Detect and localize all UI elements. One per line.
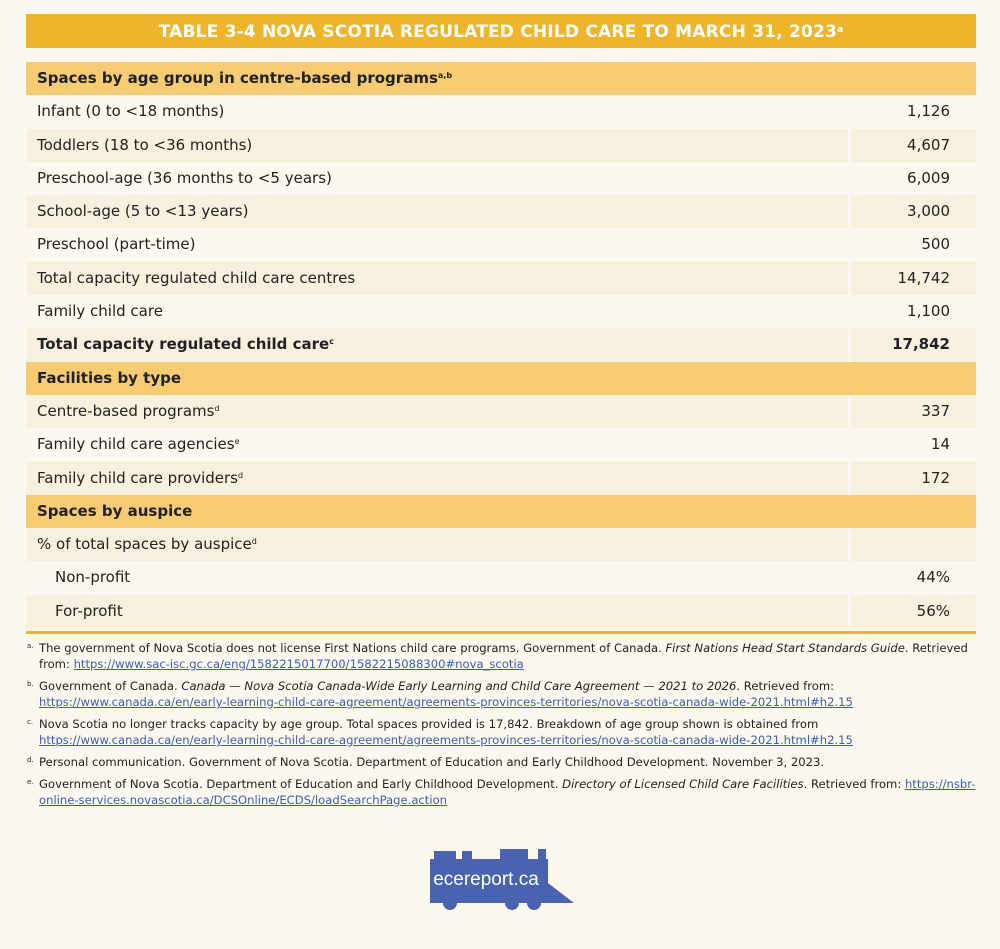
footnote-e: e. Government of Nova Scotia. Department of Education and Early Childhood Development. Directory of Licensed Child Care Facilities. Retrieved from: https://nsbr-online-services.novascotia.ca/DCSOnline/ECDS/loadSearchPage.action [27,777,976,807]
table-row: Total capacity regulated child care centres 14,742 [26,262,976,295]
footnote-b-link[interactable]: https://www.canada.ca/en/early-learning-child-care-agreement/agreements-provinces-territories/nova-scotia-canada-wide-2021.html#h2.15 [39,695,853,709]
section-facilities: Facilities by type [26,362,976,395]
ecereport-logo[interactable] [428,845,576,911]
table-row: Family child care agencies$^e$ 14 [37,435,950,454]
table-row: Preschool (part-time) 500 [37,235,950,254]
footnote-e-link[interactable]: https://nsbr-online-services.novascotia.ca/DCSOnline/ECDS/loadSearchPage.action [39,777,976,807]
table-row: Centre-based programs$^d$ 337 [26,395,976,428]
table-row: Preschool-age (36 months to <5 years) 6,009 [37,168,950,187]
table-row-total: Total capacity regulated child care$^c$ 17,842 [26,328,976,361]
footnote-c-link[interactable]: https://www.canada.ca/en/early-learning-child-care-agreement/agreements-provinces-territories/nova-scotia-canada-wide-2021.html#h2.15 [39,733,853,747]
table-divider [26,631,976,634]
footnotes [26,640,976,814]
section-age-group: Spaces by age group in centre-based programs$^{a,b}$ [26,62,976,95]
table-row: Toddlers (18 to <36 months) 4,607 [26,129,976,162]
table-row: Infant (0 to <18 months) 1,126 [37,102,950,121]
logo-text: ecereport.ca [433,869,539,890]
table-row: % of total spaces by auspice$^d$ [26,528,976,561]
section-auspice: Spaces by auspice [26,495,976,528]
data-table [26,62,976,628]
footnote-a: a. The government of Nova Scotia does not license First Nations child care programs. Government of Canada. First Nations Head Start Standards Guide. Retrieved from: https://www.sac-isc.gc.ca/eng/1582215017700/1582215088300#nova_scotia [27,641,968,671]
table-row: School-age (5 to <13 years) 3,000 [26,195,976,228]
table-title: TABLE 3-4 NOVA SCOTIA REGULATED CHILD CARE TO MARCH 31, 2023$^a$ [26,14,976,48]
footnote-b: b. Government of Canada. Canada — Nova Scotia Canada-Wide Early Learning and Child Care Agreement — 2021 to 2026. Retrieved from: https://www.canada.ca/en/early-learning-child-care-agreement/agreements-provinces-territories/nova-scotia-canada-wide-2021.html#h2.15 [27,679,853,709]
table-row: Family child care 1,100 [37,302,950,321]
footnote-a-link[interactable]: https://www.sac-isc.gc.ca/eng/1582215017700/1582215088300#nova_scotia [73,657,524,671]
table-row: Non-profit 44% [55,568,950,587]
footnote-d: d. Personal communication. Government of Nova Scotia. Department of Education and Early Childhood Development. November 3, 2023. [27,755,825,769]
table-row: Family child care providers$^d$ 172 [26,462,976,495]
table-row: For-profit 56% [26,595,976,628]
footnote-c: c. Nova Scotia no longer tracks capacity by age group. Total spaces provided is 17,842. Breakdown of age group shown is obtained from https://www.canada.ca/en/early-learning-child-care-agreement/agreements-provinces-territories/nova-scotia-canada-wide-2021.html#h2.15 [27,717,853,747]
